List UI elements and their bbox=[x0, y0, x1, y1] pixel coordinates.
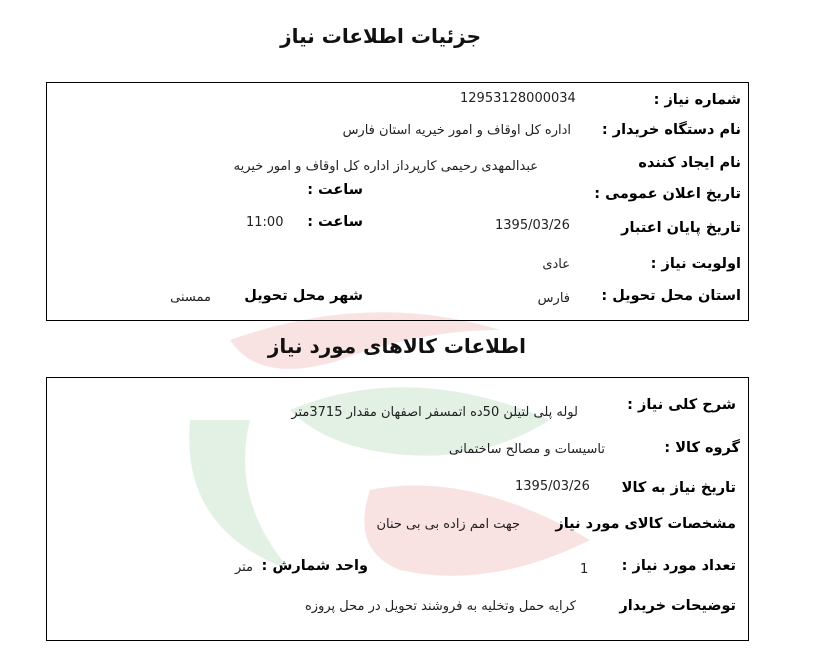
province-label: استان محل تحویل : bbox=[601, 288, 741, 304]
city-label: شهر محل تحویل bbox=[244, 288, 363, 304]
province-value: فارس bbox=[537, 291, 570, 306]
unit-label: واحد شمارش : bbox=[261, 558, 368, 574]
announce-time-label: ساعت : bbox=[307, 182, 363, 198]
announce-date-label: تاریخ اعلان عمومی : bbox=[594, 186, 741, 202]
deadline-time-value: 11:00 bbox=[246, 215, 284, 230]
group-label: گروه کالا : bbox=[664, 440, 740, 456]
deadline-time-label: ساعت : bbox=[307, 214, 363, 230]
priority-label: اولویت نیاز : bbox=[650, 256, 741, 272]
creator-label: نام ایجاد کننده bbox=[638, 155, 741, 171]
buyer-notes-value: کرایه حمل وتخلیه به فروشند تحویل در محل پروزه bbox=[304, 599, 576, 614]
description-label: شرح کلی نیاز : bbox=[627, 397, 736, 413]
group-value: تاسیسات و مصالح ساختمانی bbox=[448, 442, 605, 457]
buyer-org-label: نام دستگاه خریدار : bbox=[601, 122, 741, 138]
deadline-label: تاریخ پایان اعتبار bbox=[621, 220, 741, 236]
priority-value: عادی bbox=[542, 257, 570, 272]
quantity-value: 1 bbox=[580, 562, 589, 577]
specs-label: مشخصات کالای مورد نیاز bbox=[555, 516, 736, 532]
creator-value: عبدالمهدی رحیمی کارپرداز اداره کل اوقاف و امور خیریه bbox=[233, 159, 538, 174]
unit-value: متر bbox=[234, 560, 253, 575]
goods-section-title: اطلاعات کالاهای مورد نیاز bbox=[267, 334, 526, 358]
specs-value: جهت امم زاده بی بی حنان bbox=[376, 517, 520, 532]
need-date-value: 1395/03/26 bbox=[515, 479, 590, 494]
buyer-notes-label: توضیحات خریدار bbox=[619, 598, 736, 614]
description-value: لوله پلی لتیلن 50ده اتمسفر اصفهان مقدار 3715متر bbox=[291, 405, 578, 420]
need-number-value: 12953128000034 bbox=[460, 91, 576, 106]
need-number-label: شماره نیاز : bbox=[653, 92, 741, 108]
city-value: ممسنی bbox=[170, 290, 211, 305]
need-date-label: تاریخ نیاز به کالا bbox=[621, 480, 736, 496]
quantity-label: تعداد مورد نیاز : bbox=[621, 558, 736, 574]
page-title: جزئیات اطلاعات نیاز bbox=[280, 24, 481, 48]
buyer-org-value: اداره کل اوقاف و امور خیریه استان فارس bbox=[342, 123, 571, 138]
deadline-date-value: 1395/03/26 bbox=[495, 218, 570, 233]
